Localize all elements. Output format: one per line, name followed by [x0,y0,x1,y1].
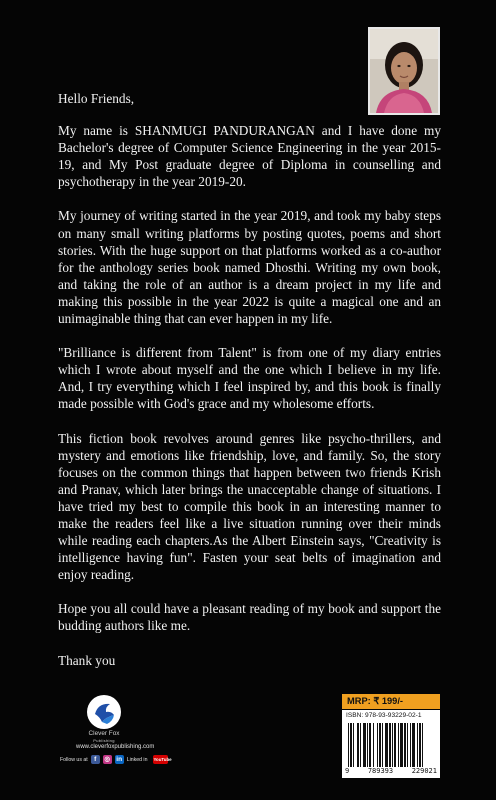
synopsis-paragraph: This fiction book revolves around genres like psycho-thrillers, and mystery and emotions like friendship, love, and family. So, the story focuses on the common things that happen between two friends Krish and Pranav, which later brings the unacceptable change of situations. I have tried my best to compile this book in an interesting manner to make the readers feel like a live situation running over their minds while reading each chapters.As the Albert Einstein says, "Creativity is intelligence having fun". Fasten your seat belts of imagination and enjoy reading. [58,430,441,583]
social-links [60,755,172,764]
closing-paragraph: Hope you all could have a pleasant reading of my book and support the budding authors like me. [58,601,441,634]
mrp-price: MRP: ₹ 199/- [342,694,440,709]
barcode-icon [346,723,436,767]
follow-label: Follow us at [60,756,88,763]
publisher-name-text: Clever Fox [88,730,120,737]
youtube-icon[interactable]: YouTube [153,757,172,762]
facebook-icon[interactable]: f [91,755,100,764]
brilliance-paragraph: "Brilliance is different from Talent" is from one of my diary entries which I wrote about myself and the one which I believe in my life. And, I try everything which I feel inspired by, and this book is finally made possible with God's grace and my wholesome efforts. [58,345,441,412]
isbn-block [342,710,440,778]
barcode-digit-group-1: 789393 [367,767,394,775]
greeting-paragraph: Hello Friends, [58,91,135,106]
publisher-website: www.cleverfoxpublishing.com [76,744,155,750]
author-note [58,90,441,686]
publisher-name [70,730,138,744]
linkedin-icon[interactable]: in [116,756,123,763]
isbn-number: ISBN: 978-93-93229-02-1 [346,712,422,719]
journey-paragraph: My journey of writing started in the year 2019, and took my baby steps on many small writing platforms by posting quotes, poems and short stories. With the huge support on that platforms worked as a co-author for the anthology series book named Dhosthi. Writing my own book, and taking the role of an author is a dream project in my life and making this possible in the year 2022 is quite a magical one and an unimaginable thing that can ever happen in my life. [58,208,441,327]
barcode-digits [342,767,440,776]
publisher-subtitle: Publishing [93,738,115,743]
barcode-digit-prefix: 9 [345,767,350,775]
bio-paragraph: My name is SHANMUGI PANDURANGAN and I have done my Bachelor's degree of Computer Science Engineering in the year 2015-19, and My Post graduate degree of Diploma in counselling and psychotherapy in the year 2019-20. [58,123,441,190]
thank-you-text: Thank you [58,652,116,668]
linkedin-label: Linked in [126,756,148,763]
publisher-logo-icon [86,694,122,730]
barcode-digit-group-2: 229021 [411,767,437,775]
instagram-icon[interactable]: ◎ [104,756,111,763]
